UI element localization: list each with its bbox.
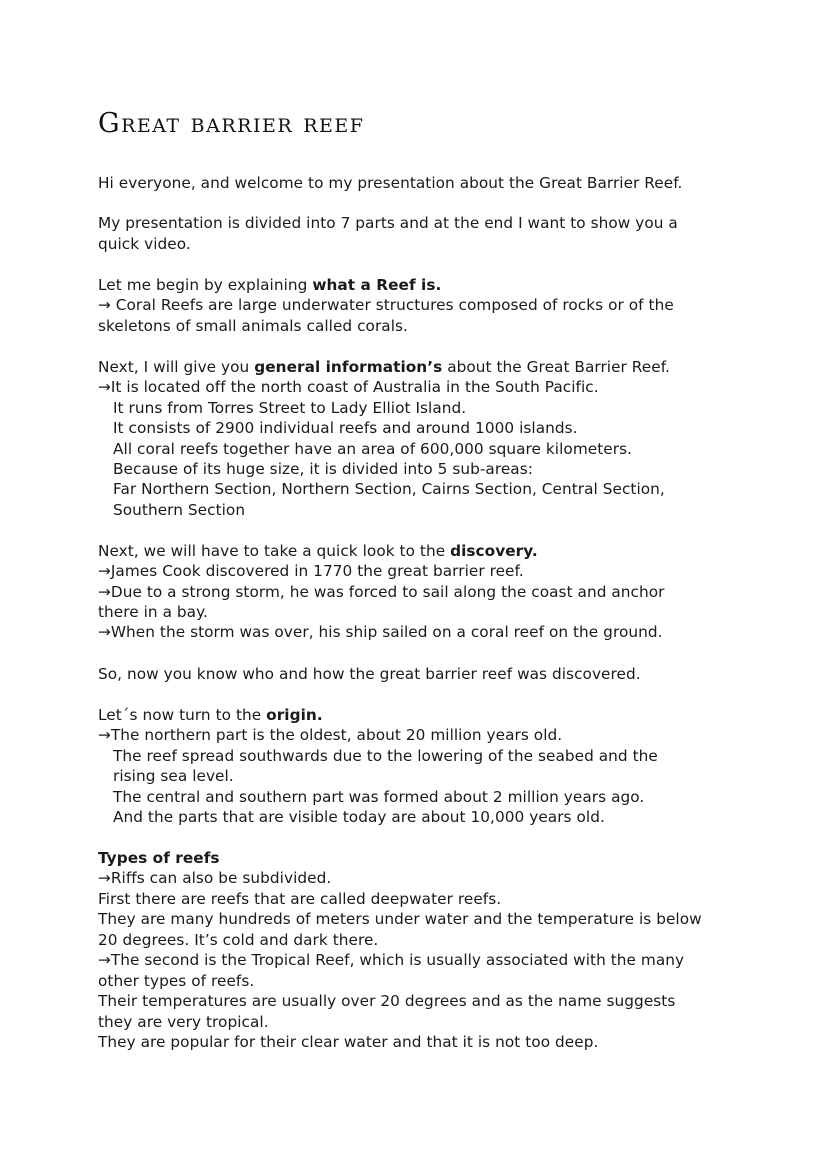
origin-line: The central and southern part was formed about 2 million years ago. xyxy=(113,788,645,806)
general-line: All coral reefs together have an area of 600,000 square kilometers. xyxy=(113,440,633,458)
general-line: →It is located off the north coast of Australia in the South Pacific. xyxy=(98,378,599,396)
intro-line: Hi everyone, and welcome to my presentation about the Great Barrier Reef. xyxy=(98,174,683,192)
general-line: It runs from Torres Street to Lady Elliot Island. xyxy=(113,399,467,417)
general-heading-bold: general information’s xyxy=(254,358,443,376)
types-line: →Riffs can also be subdivided. xyxy=(98,869,332,887)
summary-line: So, now you know who and how the great barrier reef was discovered. xyxy=(98,665,641,683)
reef-line: skeletons of small animals called corals. xyxy=(98,317,408,335)
reef-heading-bold: what a Reef is. xyxy=(312,276,442,294)
origin-heading: Let´s now turn to the origin. xyxy=(98,706,323,724)
discovery-line: →James Cook discovered in 1770 the great barrier reef. xyxy=(98,562,524,580)
discovery-heading: Next, we will have to take a quick look to the discovery. xyxy=(98,542,538,560)
origin-heading-bold: origin. xyxy=(266,706,323,724)
discovery-line: →Due to a strong storm, he was forced to sail along the coast and anchor xyxy=(98,583,665,601)
types-line: 20 degrees. It’s cold and dark there. xyxy=(98,931,379,949)
types-line: They are many hundreds of meters under water and the temperature is below xyxy=(98,910,702,928)
types-line: They are popular for their clear water and that it is not too deep. xyxy=(98,1033,599,1051)
plan-line: quick video. xyxy=(98,235,191,253)
origin-line: And the parts that are visible today are about 10,000 years old. xyxy=(113,808,605,826)
reef-line: → Coral Reefs are large underwater structures composed of rocks or of the xyxy=(98,296,674,314)
types-line: they are very tropical. xyxy=(98,1013,269,1031)
types-heading: Types of reefs xyxy=(98,849,220,867)
types-line: First there are reefs that are called deepwater reefs. xyxy=(98,890,502,908)
origin-line: rising sea level. xyxy=(113,767,234,785)
plan-line: My presentation is divided into 7 parts and at the end I want to show you a xyxy=(98,214,678,232)
general-line: Far Northern Section, Northern Section, Cairns Section, Central Section, xyxy=(113,480,665,498)
discovery-line: there in a bay. xyxy=(98,603,208,621)
general-heading: Next, I will give you general information’s about the Great Barrier Reef. xyxy=(98,358,670,376)
page-title: Great barrier reef xyxy=(98,108,365,139)
reef-heading: Let me begin by explaining what a Reef is. xyxy=(98,276,442,294)
general-line: It consists of 2900 individual reefs and around 1000 islands. xyxy=(113,419,578,437)
types-line: other types of reefs. xyxy=(98,972,255,990)
discovery-line: →When the storm was over, his ship sailed on a coral reef on the ground. xyxy=(98,623,663,641)
types-line: Their temperatures are usually over 20 degrees and as the name suggests xyxy=(98,992,676,1010)
origin-line: →The northern part is the oldest, about 20 million years old. xyxy=(98,726,563,744)
discovery-heading-bold: discovery. xyxy=(450,542,538,560)
types-line: →The second is the Tropical Reef, which is usually associated with the many xyxy=(98,951,685,969)
general-line: Because of its huge size, it is divided into 5 sub-areas: xyxy=(113,460,533,478)
origin-line: The reef spread southwards due to the lowering of the seabed and the xyxy=(113,747,658,765)
general-line: Southern Section xyxy=(113,501,246,519)
